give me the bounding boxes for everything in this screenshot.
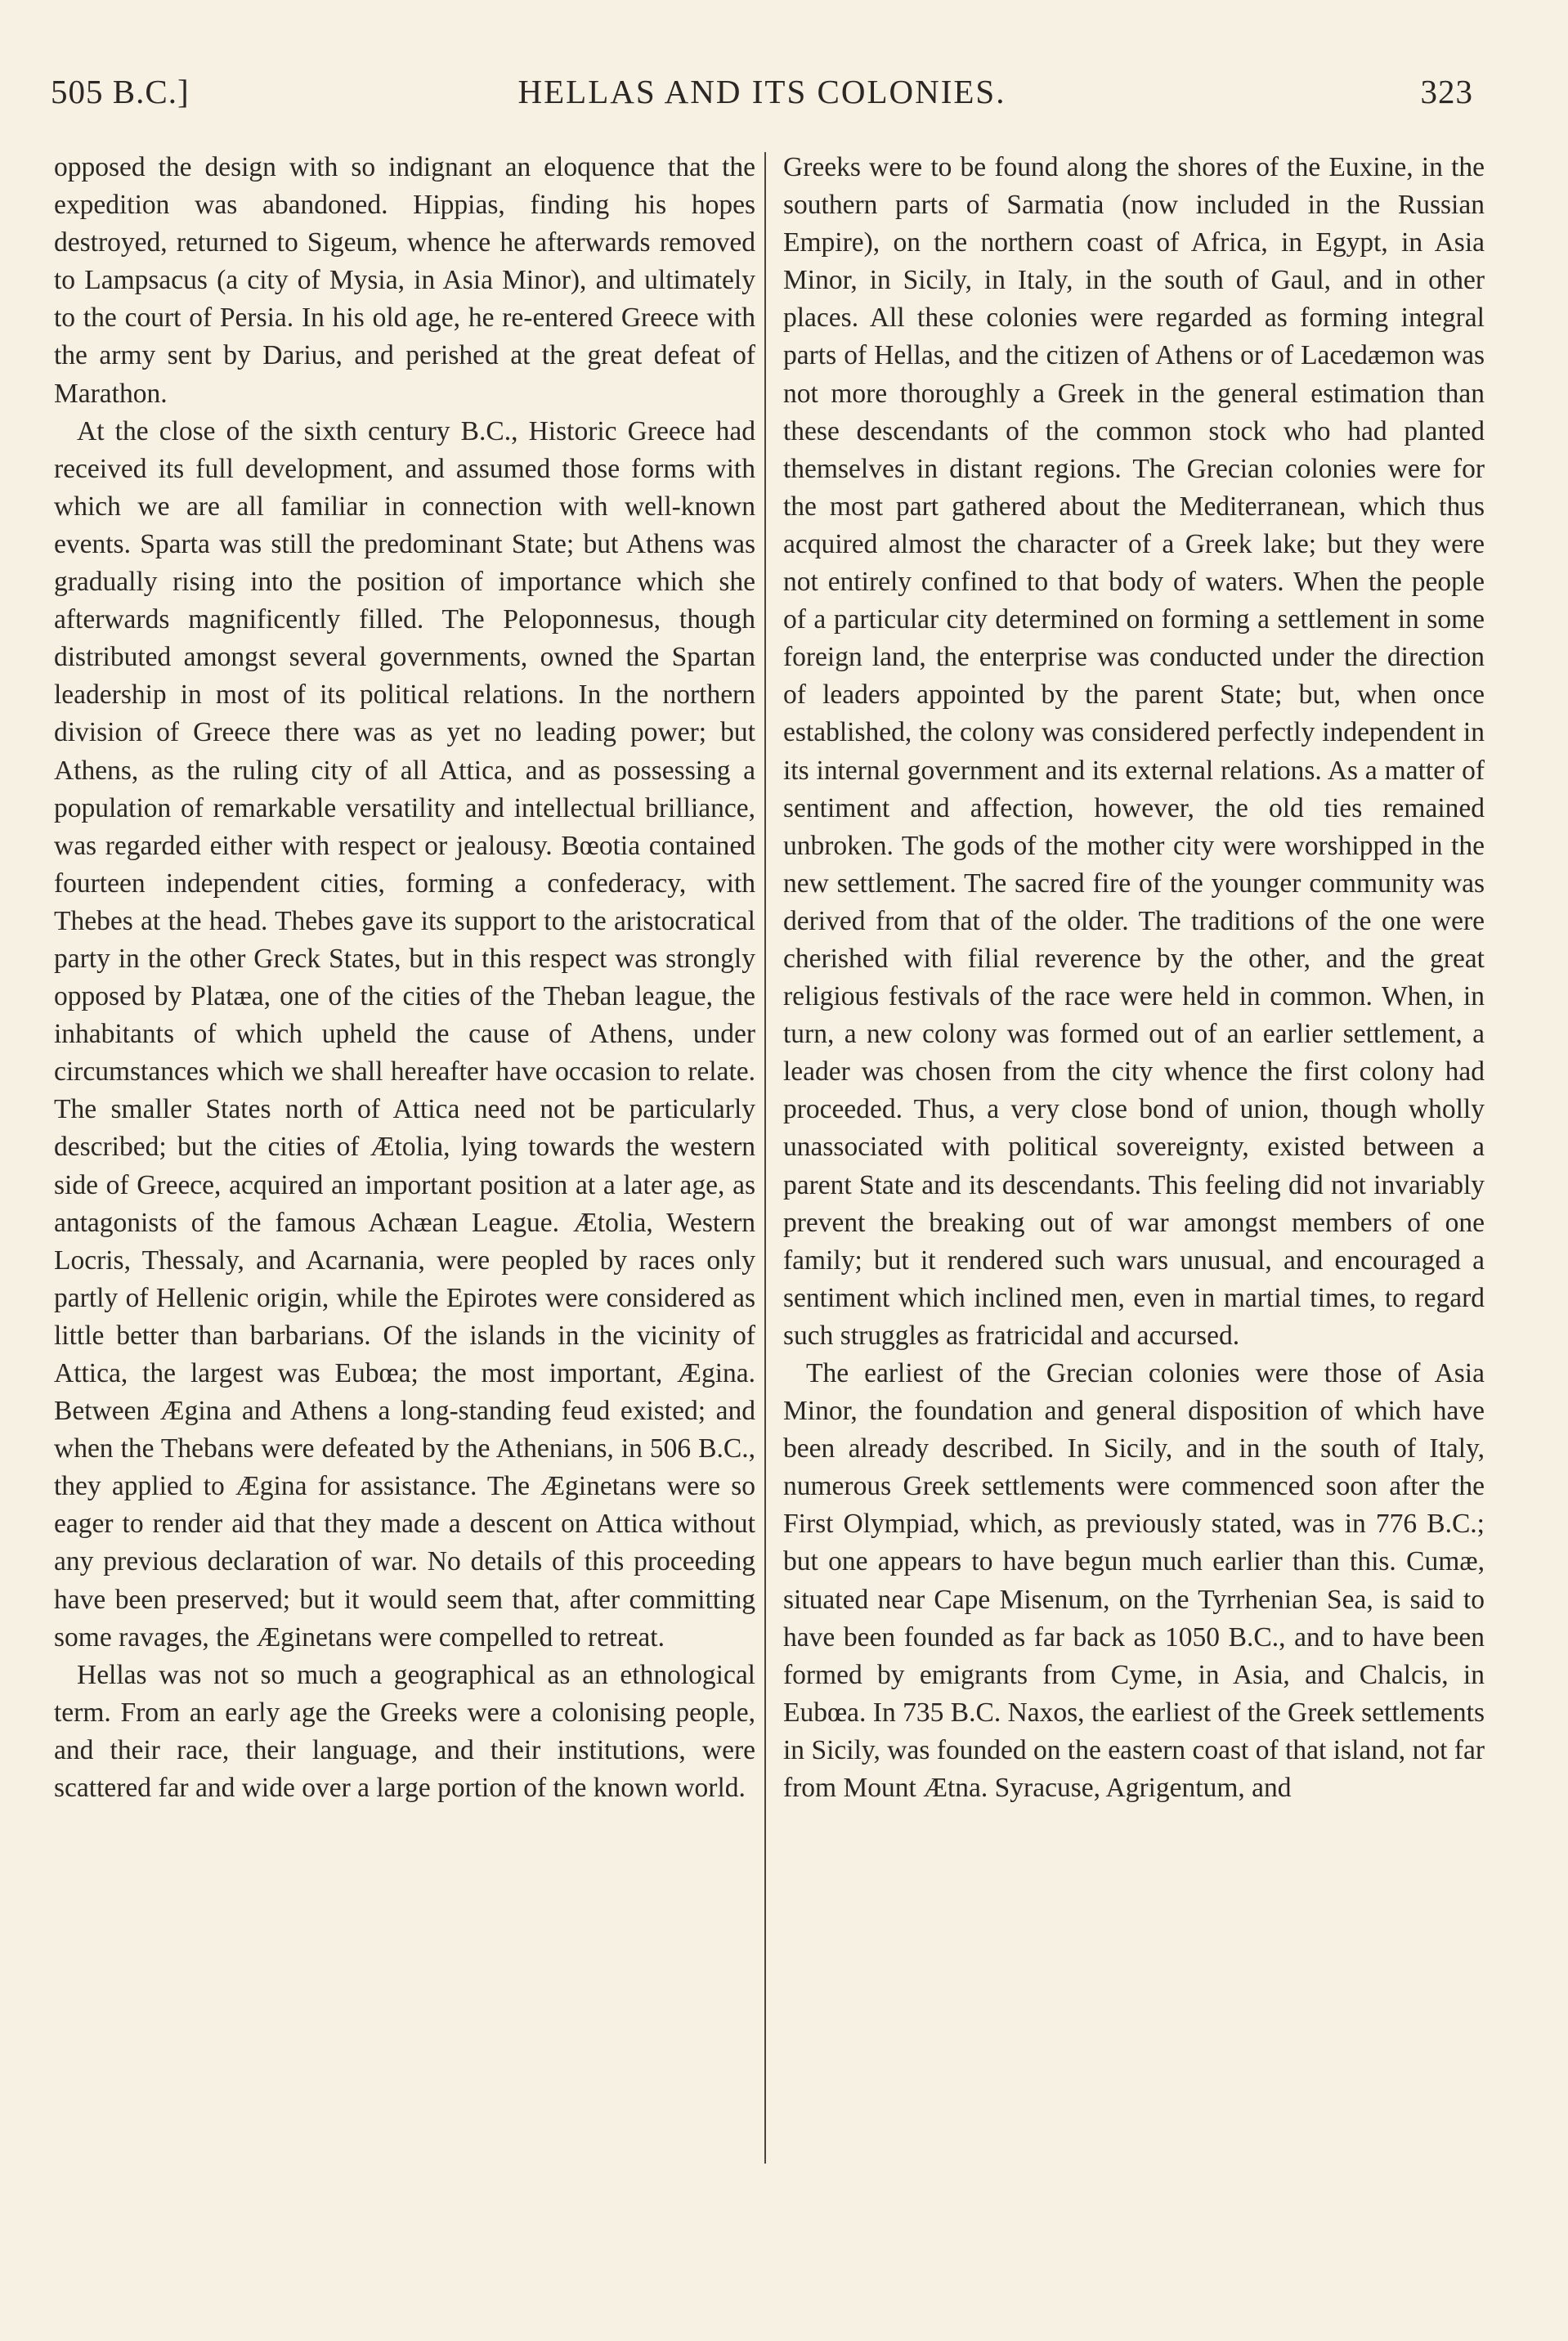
paragraph: The earliest of the Grecian colonies were those of Asia Minor, the foundation and general disposition of which have been already described. In Sicily, and in the south of Italy, numerous Greek settlements were commenced soon after the First Olympiad, which, as previously stated, was in 776 B.C.; but one appears to have begun much earlier than this. Cumæ, situated near Cape Misenum, on the Tyrrhenian Sea, is said to have been founded as far back as 1050 B.C., and to have been formed by emigrants from Cyme, in Asia, and Chalcis, in Eubœa. In 735 B.C. Naxos, the earliest of the Greek settlements in Sicily, was founded on the eastern coast of that island, not far from Mount Ætna. Syracuse, Agrigentum, and (783, 1358, 1485, 1804)
running-header (51, 72, 1473, 121)
paragraph: Greeks were to be found along the shores of the Euxine, in the southern parts of Sarmatia (now included in the Russian Empire), on the northern coast of Africa, in Egypt, in Asia Minor, in Sicily, in Italy, in the south of Gaul, and in other places. All these colonies were regarded as forming integral parts of Hellas, and the citizen of Athens or of Lacedæmon was not more thoroughly a Greek in the general estimation than these descendants of the common stock who had planted themselves in distant regions. The Grecian colonies were for the most part gathered about the Mediterranean, which thus acquired almost the character of a Greek lake; but they were not entirely confined to that body of waters. When the people of a particular city determined on forming a settlement in some foreign land, the enterprise was conducted under the direction of leaders appointed by the parent State; but, when once established, the colony was considered perfectly independent in its internal government and its external relations. As a matter of sentiment and affection, however, the old ties remained unbroken. The gods of the mother city were worshipped in the new settlement. The sacred fire of the younger community was derived from that of the older. The traditions of the one were cherished with filial reverence by the other, and the great religious festivals of the race were held in common. When, in turn, a new colony was formed out of an earlier settlement, a leader was chosen from the city whence the first colony had proceeded. Thus, a very close bond of union, though wholly unassociated with political sovereignty, existed between a parent State and its descendants. This feeling did not invariably prevent the breaking out of war amongst members of one family; but it rendered such wars unusual, and encouraged a sentiment which inclined men, even in martial times, to regard such struggles as fratricidal and accursed. (783, 152, 1485, 1351)
header-date-range: 505 B.C.] (51, 73, 190, 110)
paragraph: Hellas was not so much a geographical as an ethnological term. From an early age the Greeks were a colonising people, and their race, their language, and their institutions, were scattered far and wide over a large portion of the known world. (54, 1659, 755, 1804)
page-number: 323 (1420, 73, 1473, 110)
paragraph: At the close of the sixth century B.C., Historic Greece had received its full development, and assumed those forms with which we are all familiar in connection with well-known events. Sparta was still the predominant State; but Athens was gradually rising into the position of importance which she afterwards magnificently filled. The Peloponnesus, though distributed amongst several governments, owned the Spartan leadership in most of its political relations. In the northern division of Greece there was as yet no leading power; but Athens, as the ruling city of all Attica, and as possessing a population of remarkable versatility and intellectual brilliance, was regarded either with respect or jealousy. Bœotia contained fourteen independent cities, forming a confederacy, with Thebes at the head. Thebes gave its support to the aristocratical party in the other Greck States, but in this respect was strongly opposed by Platæa, one of the cities of the Theban league, the inhabitants of which upheld the cause of Athens, under circumstances which we shall hereafter have occasion to relate. The smaller States north of Attica need not be particularly described; but the cities of Ætolia, lying towards the western side of Greece, acquired an important position at a later age, as antagonists of the famous Achæan League. Ætolia, Western Locris, Thessaly, and Acarnania, were peopled by races only partly of Hellenic origin, while the Epirotes were considered as little better than barbarians. Of the islands in the vicinity of Attica, the largest was Eubœa; the most important, Ægina. Between Ægina and Athens a long-standing feud existed; and when the Thebans were defeated by the Athenians, in 506 B.C., they applied to Ægina for assistance. The Æginetans were so eager to render aid that they made a descent on Attica without any previous declaration of war. No details of this proceeding have been preserved; but it would seem that, after committing some ravages, the Æginetans were compelled to retreat. (54, 415, 755, 1653)
right-column (783, 149, 1485, 1807)
left-column (54, 149, 755, 1807)
header-title: HELLAS AND ITS COLONIES. (517, 73, 1006, 110)
column-divider (764, 152, 766, 2164)
paragraph: opposed the design with so indignant an eloquence that the expedition was abandoned. Hippias, finding his hopes destroyed, returned to Sigeum, whence he afterwards removed to Lampsacus (a city of Mysia, in Asia Minor), and ultimately to the court of Persia. In his old age, he re-entered Greece with the army sent by Darius, and perished at the great defeat of Marathon. (54, 152, 755, 409)
